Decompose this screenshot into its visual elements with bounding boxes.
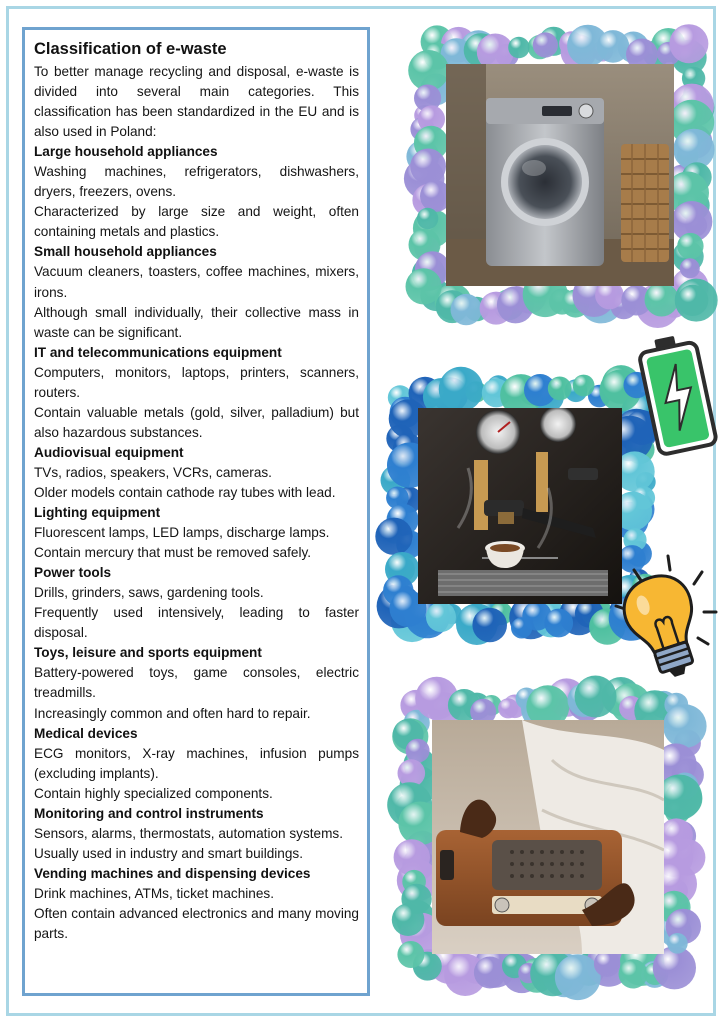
- category-lighting: [34, 503, 359, 563]
- category-examples: ECG monitors, X-ray machines, infusion pumps (excluding implants).: [34, 745, 359, 781]
- coffee-machine-photo: [418, 408, 622, 604]
- category-note: Characterized by large size and weight, often containing metals and plastics.: [34, 204, 359, 240]
- category-examples: Drink machines, ATMs, ticket machines.: [34, 885, 274, 901]
- bubble: [417, 208, 438, 229]
- bubble: [667, 933, 688, 954]
- category-examples: Sensors, alarms, thermostats, automation systems.: [34, 825, 343, 841]
- bubble: [544, 609, 573, 638]
- category-heading: Audiovisual equipment: [34, 444, 184, 460]
- bubble: [677, 285, 708, 316]
- category-heading: Small household appliances: [34, 244, 217, 260]
- bubble: [410, 149, 446, 185]
- retro-radio-photo: [432, 720, 664, 954]
- category-monitoring: [34, 804, 359, 864]
- category-heading: Lighting equipment: [34, 505, 161, 521]
- page-title: Classification of e-waste: [34, 40, 227, 58]
- bubble: [426, 602, 456, 632]
- category-medical: [34, 724, 359, 804]
- bubble: [573, 375, 595, 397]
- bubble: [474, 957, 506, 989]
- bubble: [498, 698, 518, 718]
- category-note: Older models contain cathode ray tubes with lead.: [34, 484, 336, 500]
- bubble: [677, 233, 703, 259]
- category-heading: Vending machines and dispensing devices: [34, 865, 311, 881]
- category-examples: Vacuum cleaners, toasters, coffee machines, mixers, irons.: [34, 264, 359, 300]
- bubble: [594, 951, 620, 977]
- category-heading: Toys, leisure and sports equipment: [34, 645, 262, 661]
- category-heading: Monitoring and control instruments: [34, 805, 264, 821]
- bubble: [548, 377, 572, 401]
- category-heading: Medical devices: [34, 725, 138, 741]
- battery-charging-icon: [636, 330, 722, 458]
- category-examples: Washing machines, refrigerators, dishwashers, dryers, freezers, ovens.: [34, 164, 359, 200]
- bubble-frame-radio: [378, 660, 718, 1016]
- category-small-household: [34, 242, 359, 342]
- category-heading: IT and telecommunications equipment: [34, 344, 282, 360]
- bubble: [597, 30, 630, 63]
- category-note: Although small individually, their collective mass in waste can be significant.: [34, 304, 359, 340]
- category-note: Contain highly specialized components.: [34, 785, 273, 801]
- text-panel: [22, 27, 370, 996]
- category-heading: Power tools: [34, 565, 112, 581]
- bubble: [669, 24, 708, 63]
- category-note: Often contain advanced electronics and many moving parts.: [34, 905, 359, 942]
- category-examples: Drills, grinders, saws, gardening tools.: [34, 585, 264, 601]
- bubble: [680, 258, 700, 278]
- bubble: [663, 704, 707, 748]
- category-vending: [34, 864, 359, 944]
- category-examples: Computers, monitors, laptops, printers, scanners, routers.: [34, 364, 359, 400]
- category-examples: Battery-powered toys, game consoles, electric treadmills.: [34, 665, 359, 701]
- category-it-telecom: [34, 343, 359, 443]
- category-note: Contain valuable metals (gold, silver, palladium) but also hazardous substances.: [34, 404, 359, 440]
- bubble: [555, 954, 601, 1000]
- category-note: Increasingly common and often hard to repair.: [34, 705, 311, 721]
- bubble: [439, 367, 484, 412]
- bubble: [406, 739, 430, 763]
- category-toys-leisure: [34, 643, 359, 723]
- bubble: [472, 608, 507, 643]
- bubble: [645, 283, 679, 317]
- bubble-frame-washing-machine: [378, 6, 718, 346]
- intro-paragraph: To better manage recycling and disposal, e-waste is divided into several main categories. This classification has been standardized in the EU and is also used in Poland:: [34, 64, 359, 140]
- category-examples: TVs, radios, speakers, VCRs, cameras.: [34, 464, 272, 480]
- category-power-tools: [34, 563, 359, 643]
- bubble: [619, 959, 648, 988]
- category-heading: Large household appliances: [34, 144, 218, 160]
- bubble: [392, 903, 425, 936]
- category-note: Frequently used intensively, leading to faster disposal.: [34, 605, 359, 641]
- bubble: [508, 37, 529, 58]
- bubble: [406, 268, 442, 304]
- category-examples: Fluorescent lamps, LED lamps, discharge lamps.: [34, 525, 330, 541]
- category-large-household: [34, 142, 359, 242]
- category-note: Contain mercury that must be removed safely.: [34, 545, 312, 561]
- category-audiovisual: [34, 443, 359, 503]
- bubble: [397, 941, 424, 968]
- washing-machine-photo: [446, 64, 674, 286]
- category-note: Usually used in industry and smart buildings.: [34, 845, 303, 861]
- bubble: [375, 518, 412, 555]
- bubble: [533, 32, 558, 57]
- lightbulb-icon: [604, 552, 720, 684]
- bubble: [451, 294, 482, 325]
